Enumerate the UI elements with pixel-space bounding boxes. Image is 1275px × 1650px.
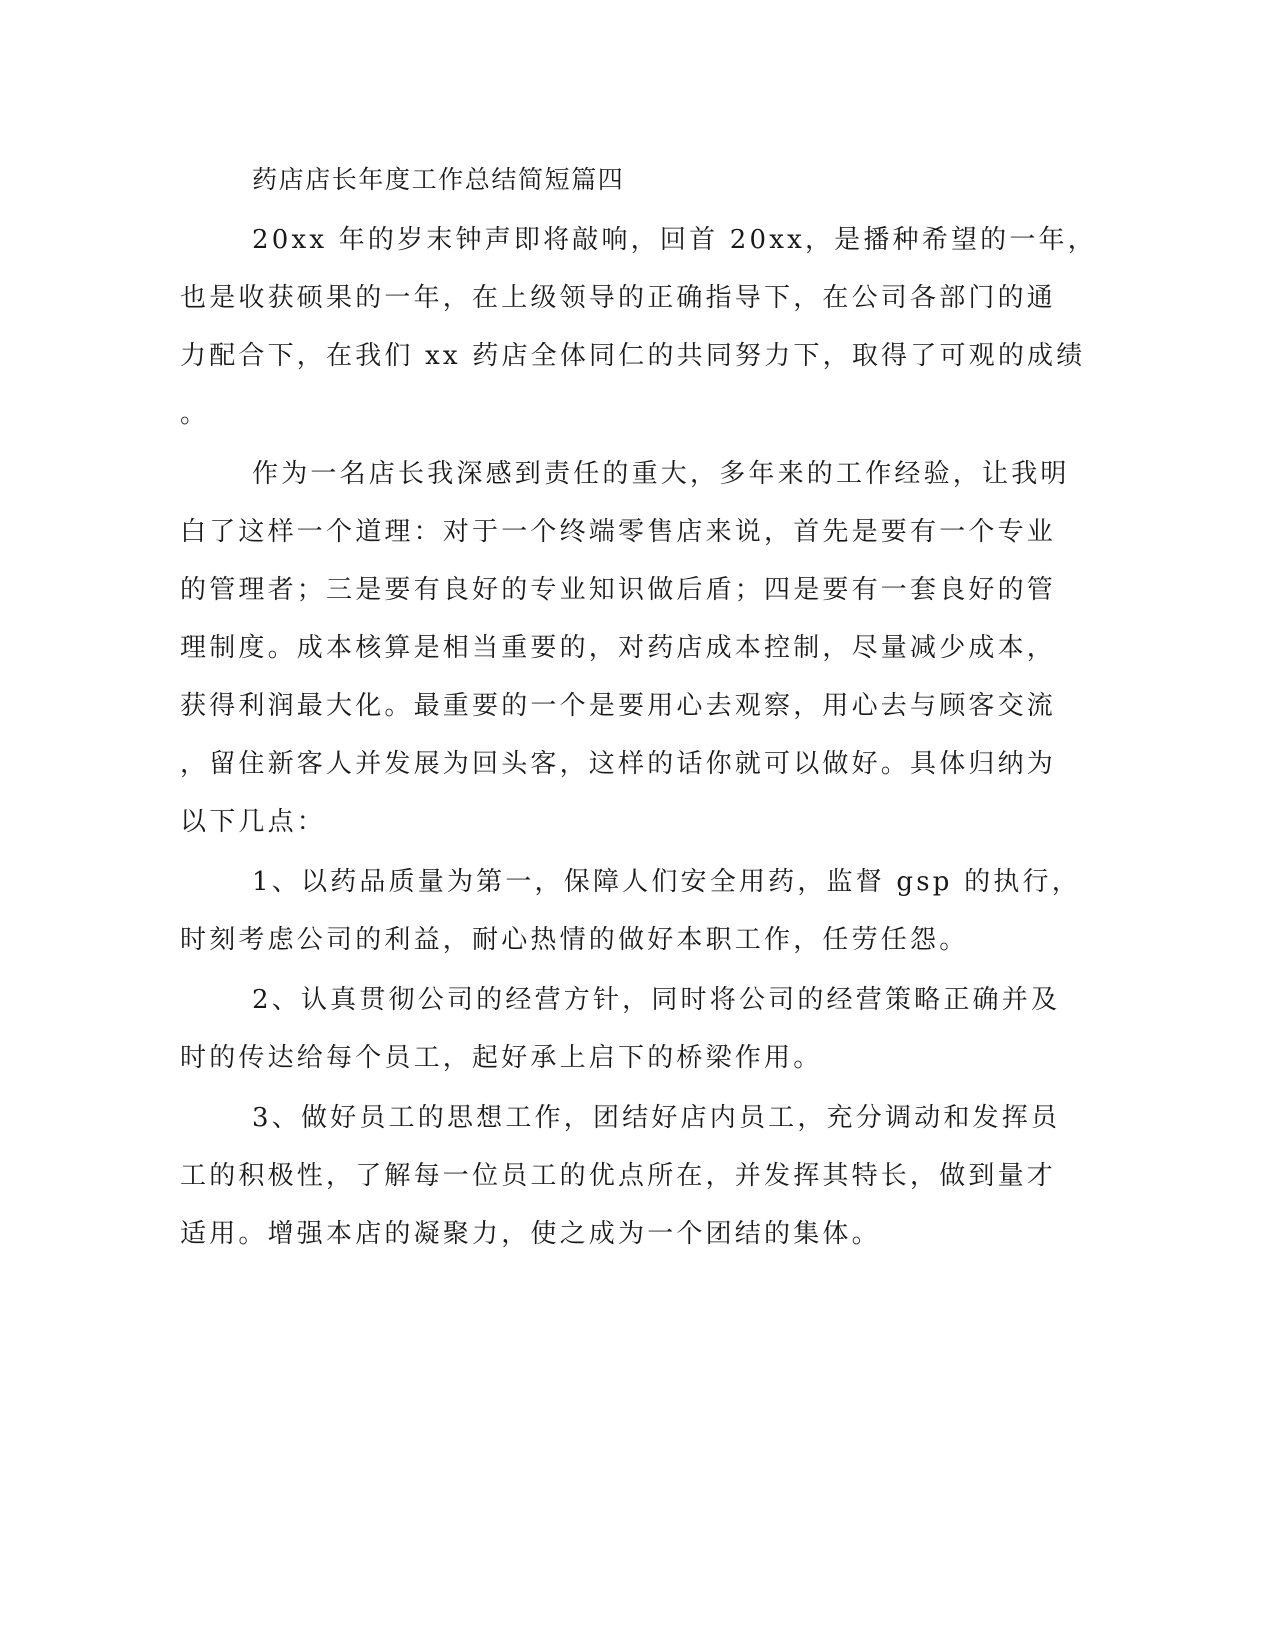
paragraph-2-line-7: 以下几点： bbox=[180, 807, 327, 837]
paragraph-2-line-1: 作为一名店长我深感到责任的重大，多年来的工作经验，让我明 bbox=[252, 459, 1070, 489]
item-3-line-3: 适用。增强本店的凝聚力，使之成为一个团结的集体。 bbox=[180, 1219, 881, 1249]
paragraph-2-line-6: ，留住新客人并发展为回头客，这样的话你就可以做好。具体归纳为 bbox=[180, 749, 1057, 779]
item-2-line-1: 2、认真贯彻公司的经营方针，同时将公司的经营策略正确并及 bbox=[252, 985, 1061, 1015]
item-3-line-1: 3、做好员工的思想工作，团结好店内员工，充分调动和发挥员 bbox=[252, 1103, 1061, 1133]
paragraph-2-line-4: 理制度。成本核算是相当重要的，对药店成本控制，尽量减少成本， bbox=[180, 633, 1057, 663]
paragraph-2-line-5: 获得利润最大化。最重要的一个是要用心去观察，用心去与顾客交流 bbox=[180, 691, 1057, 721]
paragraph-1-line-3: 力配合下，在我们 xx 药店全体同仁的共同努力下，取得了可观的成绩 bbox=[180, 341, 1086, 371]
item-2-line-2: 时的传达给每个员工，起好承上启下的桥梁作用。 bbox=[180, 1043, 823, 1073]
document-title: 药店店长年度工作总结简短篇四 bbox=[252, 165, 625, 194]
paragraph-1-line-4: 。 bbox=[180, 399, 210, 429]
item-3-line-2: 工的积极性，了解每一位员工的优点所在，并发挥其特长，做到量才 bbox=[180, 1161, 1057, 1191]
paragraph-2-line-3: 的管理者；三是要有良好的专业知识做后盾；四是要有一套良好的管 bbox=[180, 575, 1057, 605]
item-1-line-1: 1、以药品质量为第一，保障人们安全用药，监督 gsp 的执行， bbox=[252, 867, 1081, 897]
paragraph-1-line-1: 20xx 年的岁末钟声即将敲响，回首 20xx，是播种希望的一年， bbox=[252, 225, 1097, 255]
paragraph-2-line-2: 白了这样一个道理：对于一个终端零售店来说，首先是要有一个专业 bbox=[180, 517, 1057, 547]
item-1-line-2: 时刻考虑公司的利益，耐心热情的做好本职工作，任劳任怨。 bbox=[180, 925, 969, 955]
paragraph-1-line-2: 也是收获硕果的一年，在上级领导的正确指导下，在公司各部门的通 bbox=[180, 283, 1057, 313]
